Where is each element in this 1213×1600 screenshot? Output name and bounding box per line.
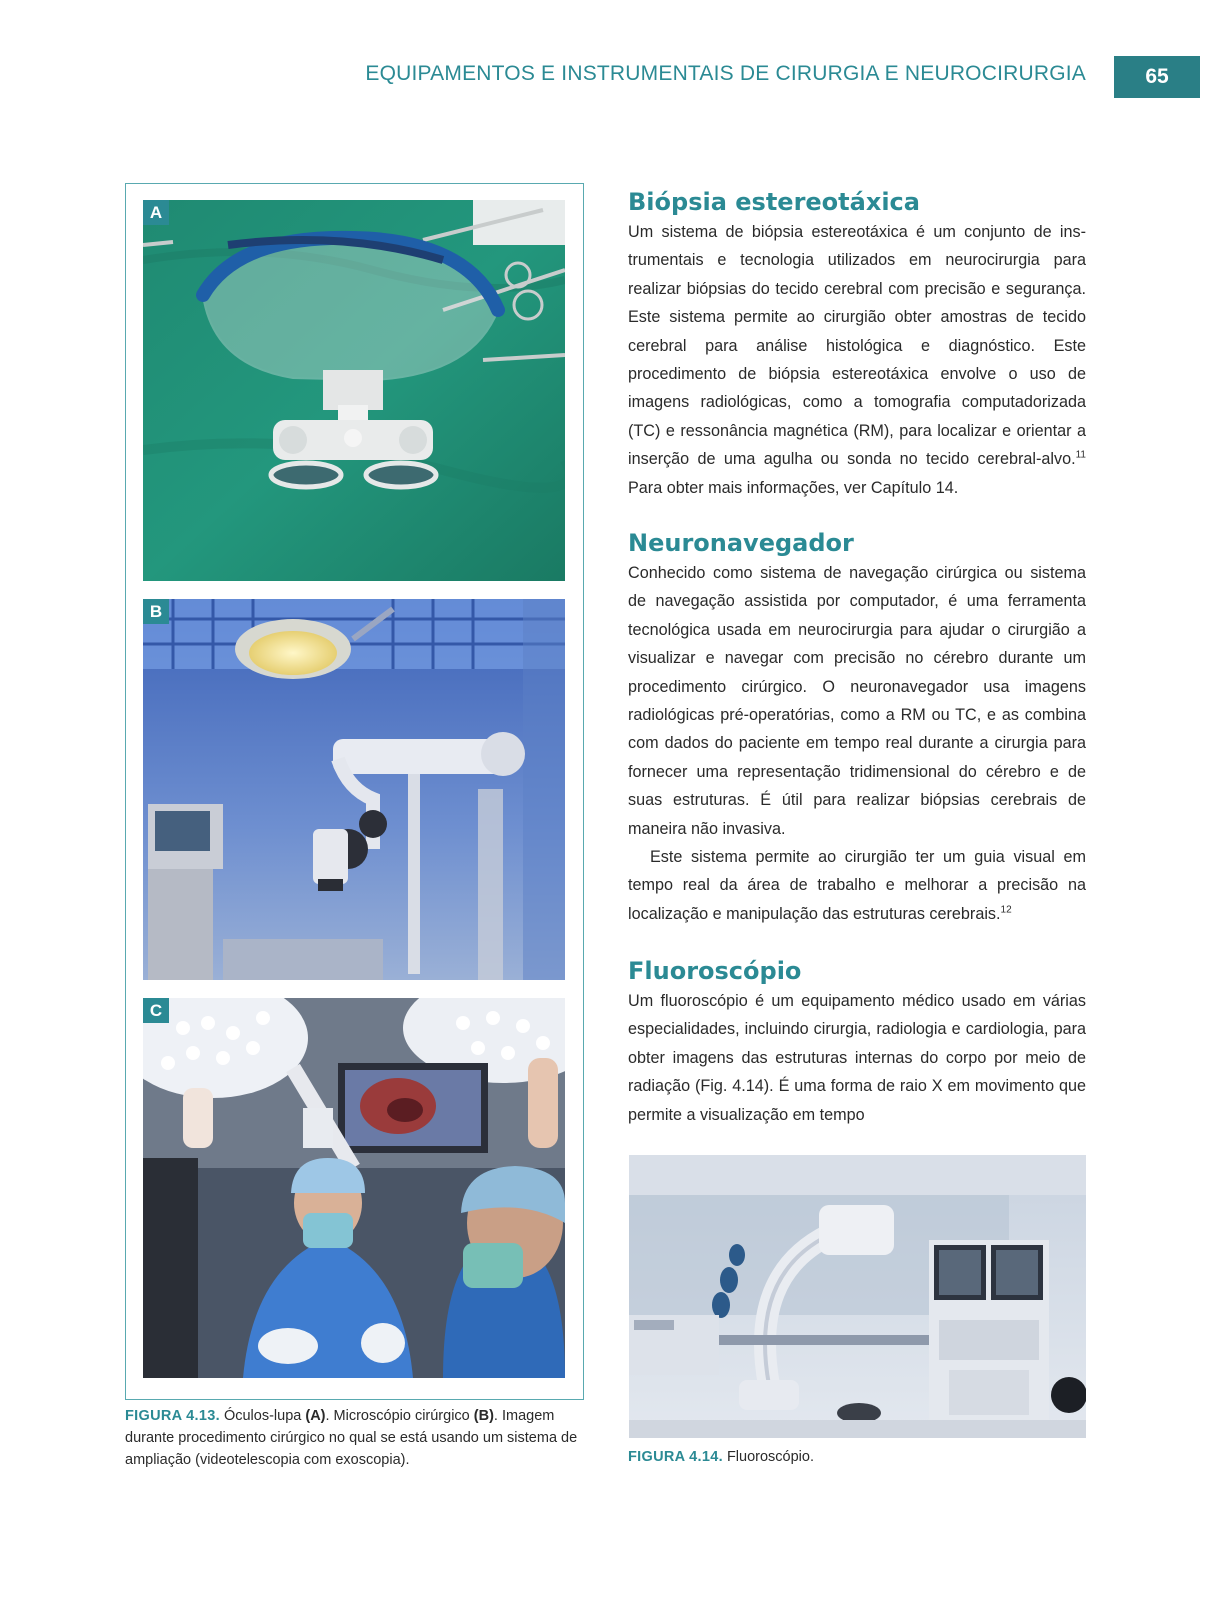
heading-fluoroscopio: Fluoroscópio bbox=[628, 957, 802, 985]
photo-surgical-procedure bbox=[143, 998, 565, 1378]
panel-label-c: C bbox=[143, 998, 169, 1023]
caption-ref-a: (A) bbox=[305, 1408, 326, 1424]
loupe-glasses-image bbox=[143, 200, 565, 581]
reference-12: 12 bbox=[1000, 904, 1012, 916]
section-biopsia bbox=[628, 186, 1086, 502]
paragraph-biopsia bbox=[628, 218, 1086, 502]
caption-text-2: . Microscópio cirúrgico bbox=[325, 1408, 474, 1424]
figure-4-14-text: Fluoroscópio. bbox=[722, 1449, 814, 1465]
panel-label-b: B bbox=[143, 599, 169, 624]
photo-fluoroscope bbox=[629, 1155, 1086, 1438]
reference-11: 11 bbox=[1075, 449, 1086, 461]
section-neuronavegador bbox=[628, 527, 1086, 928]
photo-loupe-glasses bbox=[143, 200, 565, 581]
heading-neuronavegador: Neuronavegador bbox=[628, 529, 854, 557]
caption-ref-b: (B) bbox=[473, 1408, 494, 1424]
surgical-procedure-image bbox=[143, 998, 565, 1378]
paragraph-neuro-2-text: Este sistema permite ao cirurgião ter um guia visual em tempo real da área de trabalho e melhorar a precisão na localização e manipulação das estruturas cerebrais. bbox=[628, 848, 1086, 923]
figure-4-14-number: FIGURA 4.14. bbox=[628, 1449, 723, 1465]
paragraph-biopsia-tail: Para obter mais informações, ver Capítulo 14. bbox=[628, 478, 959, 497]
heading-biopsia: Biópsia estereotáxica bbox=[628, 188, 920, 216]
caption-text-1: Óculos-lupa bbox=[219, 1408, 306, 1424]
paragraph-biopsia-text: Um sistema de biópsia estereotáxica é um conjunto de instrumentais e tecnologia utilizados em neurocirurgia para realizar biópsias do tecido cerebral com precisão e segurança. Este sistema permite ao cirurgião obter amostras de tecido cerebral para análise histológica e diagnóstico. Este procedimento de biópsia estereotáxica envolve o uso de imagens radiológicas, como a tomografia computadorizada (TC) e ressonância magnética (RM), para localizar e orientar a inserção de uma agulha ou sonda no tecido cerebral-alvo. bbox=[628, 223, 1086, 469]
page-number: 65 bbox=[1114, 56, 1200, 98]
running-title: EQUIPAMENTOS E INSTRUMENTAIS DE CIRURGIA E NEUROCIRURGIA bbox=[365, 62, 1086, 85]
fluoroscope-image bbox=[629, 1155, 1086, 1438]
photo-surgical-microscope bbox=[143, 599, 565, 980]
figure-4-13-number: FIGURA 4.13. bbox=[125, 1408, 220, 1424]
figure-4-14-caption bbox=[628, 1446, 1088, 1468]
figure-4-13-caption bbox=[125, 1405, 585, 1471]
paragraph-fluoro: Um fluoroscópio é um equipamento médico usado em várias especialidades, incluindo cirurgia, radiologia e cardiologia, para obter imagens das estruturas internas do corpo por meio de radiação (Fig. 4.14). É uma forma de raio X em movimento que permite a visualização em tempo bbox=[628, 992, 1086, 1124]
paragraph-neuro-2 bbox=[628, 843, 1086, 928]
panel-label-a: A bbox=[143, 200, 169, 225]
caption-text-3: . Imagem durante procedimento cirúrgico no qual se está usando um sistema de ampliação (videotelescopia com exoscopia). bbox=[125, 1408, 578, 1468]
surgical-microscope-image bbox=[143, 599, 565, 980]
paragraph-neuro-1: Conhecido como sistema de navegação cirúrgica ou sistema de navegação assistida por computador, é uma ferramenta tecnológica usada em neurocirurgia para ajudar o cirurgião a visualizar e navegar com precisão no cérebro durante um procedimento cirúrgico. O neuronavegador usa imagens radiológicas pré-operatórias, como a RM ou TC, e as combina com dados do paciente em tempo real durante a cirurgia para fornecer uma representação tridimensional do cérebro e de suas estruturas. É útil para realizar biópsias cerebrais de maneira não invasiva. bbox=[628, 564, 1086, 838]
section-fluoroscopio bbox=[628, 955, 1086, 1129]
